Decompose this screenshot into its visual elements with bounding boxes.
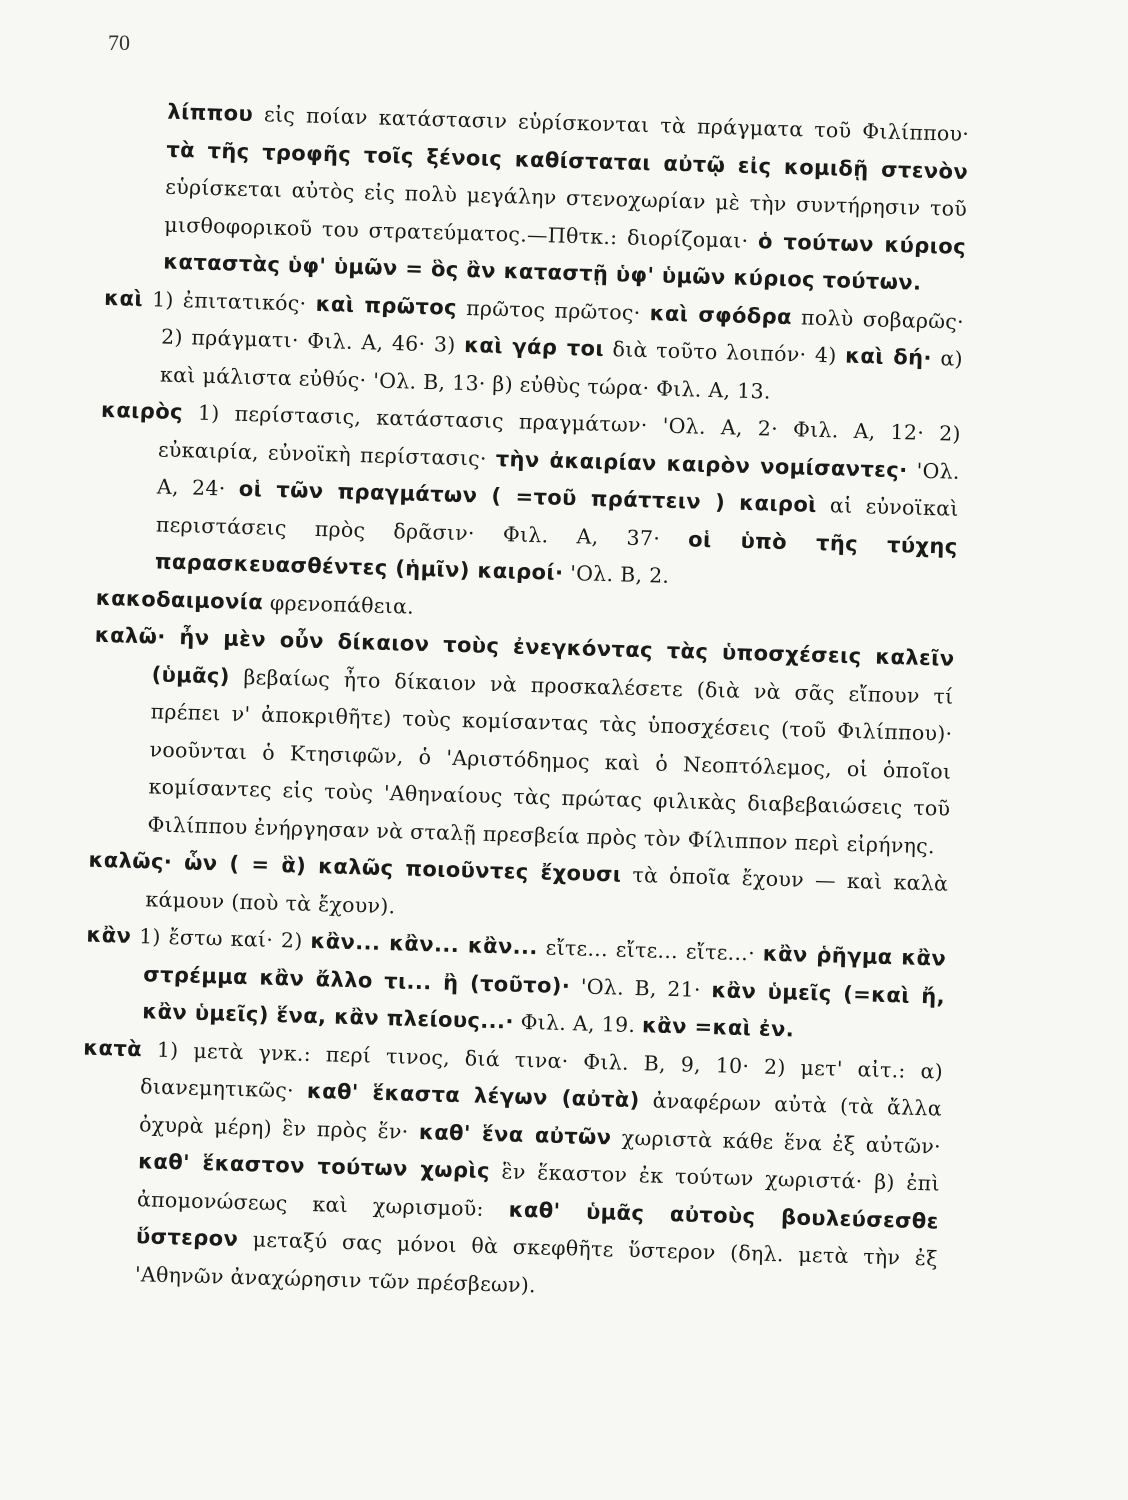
dictionary-entry [76, 1029, 943, 1315]
headword-text: καθ' ἕνα αὐτῶν [418, 1119, 612, 1149]
dictionary-entry [89, 617, 955, 866]
definition-text: διὰ τοῦτο λοιπόν· 4) [603, 336, 846, 368]
headword-text: κἂν [86, 922, 132, 948]
headword-text: κατὰ [82, 1035, 143, 1061]
definition-text: πολὺ σοβαρῶς· 2) πράγματι· Φιλ. Α, 46· 3) [160, 304, 965, 357]
page-number: 70 [108, 30, 130, 55]
headword-text: τὴν ἀκαιρίαν καιρὸν νομίσαντες· [495, 446, 908, 482]
headword-text: οἱ ὑπὸ τῆς τύχης παρασκευασθέντες (ἡμῖν) καιροί· [154, 526, 958, 585]
headword-text: καὶ πρῶτος [315, 291, 458, 320]
definition-text: ἓν ἕκαστον ἐκ τούτων χωριστά· β) ἐπὶ ἀπομονώσεως καὶ χωρισμοῦ: [136, 1159, 941, 1222]
definition-text: πρῶτος πρῶτος· [456, 295, 651, 325]
definition-text: εἴτε... εἴτε... εἴτε...· [537, 935, 764, 966]
headword-text: κἂν ὑμεῖς (=καὶ ἤ, κἂν ὑμεῖς) ἕνα, κἂν πλείους...· [142, 977, 946, 1034]
definition-text: χωριστὰ κάθε ἕνα ἐξ αὐτῶν· [611, 1124, 942, 1159]
definition-text: 1) περίστασις, κατάστασις πραγμάτων· 'Ολ. Α, 2· Φιλ. Α, 12· 2) εὐκαιρία, εὐνοϊκὴ περίστασις· [157, 400, 962, 471]
definition-text: 1) ἐπιτατικός· [142, 286, 316, 316]
definition-text: φρενοπάθεια. [262, 589, 415, 619]
headword-text: καλῶς· ὧν ( = ἃ) καλῶς ποιοῦντες ἔχουσι [88, 847, 622, 887]
headword-text: κἂν =καὶ ἐν. [641, 1013, 795, 1042]
headword-text: κἂν... κἂν... κἂν... [310, 928, 539, 960]
definition-text: α) καὶ μάλιστα εὐθύς· 'Ολ. Β, 13· β) εὐθὺς τώρα· Φιλ. Α, 13. [159, 346, 964, 404]
headword-text: καὶ [103, 285, 144, 311]
definition-text: 1) ἔστω καί· 2) [130, 923, 311, 953]
headword-text: καὶ γάρ τοι [463, 332, 605, 361]
headword-text: τὰ τῆς τροφῆς τοῖς ξένοις καθίσταται αὐτῷ εἰς κομιδῇ στενὸν [166, 137, 969, 184]
definition-text: βεβαίως ἦτο δίκαιον νὰ προσκαλέσετε (διὰ νὰ σᾶς εἴπουν τί πρέπει ν' ἀποκριθῆτε) τοὺς κομίσαντας τὰς ὑποσχέσεις (τοῦ Φιλίππου)· νοοῦνται ὁ Κτησιφῶν, ὁ 'Αριστόδημος καὶ ὁ Νεοπτόλεμος, οἱ ὁποῖοι κομίσαντες εἰς τοὺς 'Αθηναίους τὰς πρώτας φιλικὰς διαβεβαιώσεις τοῦ Φιλίππου ἐνήργησαν νὰ σταλῇ πρεσβεία πρὸς τὸν Φίλιππον περὶ εἰρήνης. [147, 664, 954, 858]
definition-text: 1) μετὰ γνκ.: περί τινος, διά τινα· Φιλ. Β, 9, 10· 2) μετ' αἰτ.: α) διανεμητικῶς· [139, 1036, 944, 1103]
definition-text: Φιλ. Α, 19. [513, 1009, 643, 1038]
headword-text: λίππου [167, 99, 254, 127]
dictionary-entry [96, 392, 961, 603]
definition-text: μεταξύ σας μόνοι θὰ σκεφθῆτε ὕστερον (δηλ. μετὰ τὴν ἐξ 'Αθηνῶν ἀναχώρησιν τῶν πρέσβεων). [134, 1227, 939, 1297]
headword-text: καὶ δή· [844, 343, 933, 371]
definition-text: τὰ ὁποῖα ἔχουν — καὶ καλὰ κάμουν (ποὺ τὰ ἔχουν). [145, 862, 949, 918]
definition-text: 'Ολ. Β, 2. [563, 560, 670, 588]
headword-text: κἂν ῥῆγμα κἂν στρέμμα κἂν ἄλλο τι... ἢ (τοῦτο)· [143, 941, 947, 998]
headword-text: καὶ σφόδρα [649, 300, 793, 329]
headword-text: καθ' ὑμᾶς αὐτοὺς βουλεύσεσθε ὕστερον [135, 1197, 940, 1252]
headword-text: ὁ τούτων κύριος καταστὰς ὑφ' ὑμῶν = ὃς ἂν καταστῇ ὑφ' ὑμῶν κύριος τούτων. [162, 228, 967, 295]
definition-text: εὑρίσκεται αὐτὸς εἰς πολὺ μεγάλην στενοχωρίαν μὲ τὴν συντήρησιν τοῦ μισθοφορικοῦ του στρατεύματος.—Πθτκ.: διορίζομαι· [163, 174, 968, 253]
headword-text: καθ' ἕκαστον τούτων χωρὶς [137, 1149, 491, 1184]
headword-text: καιρὸς [100, 397, 184, 425]
definition-text: αἱ εὐνοϊκαὶ περιστάσεις πρὸς δρᾶσιν· Φιλ. Α, 37· [155, 492, 960, 551]
definition-text: ἀναφέρων αὐτὰ (τὰ ἄλλα ὀχυρὰ μέρη) ἓν πρὸς ἕν· [138, 1088, 943, 1144]
headword-text: κακοδαιμονία [95, 585, 264, 614]
dictionary-entries [76, 92, 969, 1316]
dictionary-entry [105, 92, 970, 303]
definition-text: 'Ολ. Β, 21· [569, 973, 712, 1002]
definition-text: εἰς ποίαν κατάστασιν εὑρίσκονται τὰ πράγματα τοῦ Φιλίππου· [252, 102, 970, 147]
headword-text: οἱ τῶν πραγμάτων ( =τοῦ πράττειν ) καιροὶ [238, 476, 818, 517]
headword-text: καλῶ· ἦν μὲν οὖν δίκαιον τοὺς ἐνεγκόντας τὰς ὑποσχέσεις καλεῖν (ὑμᾶς) [94, 622, 955, 689]
definition-text: 'Ολ. Α, 24· [156, 457, 961, 501]
headword-text: καθ' ἕκαστα λέγων (αὐτὰ) [306, 1078, 641, 1113]
